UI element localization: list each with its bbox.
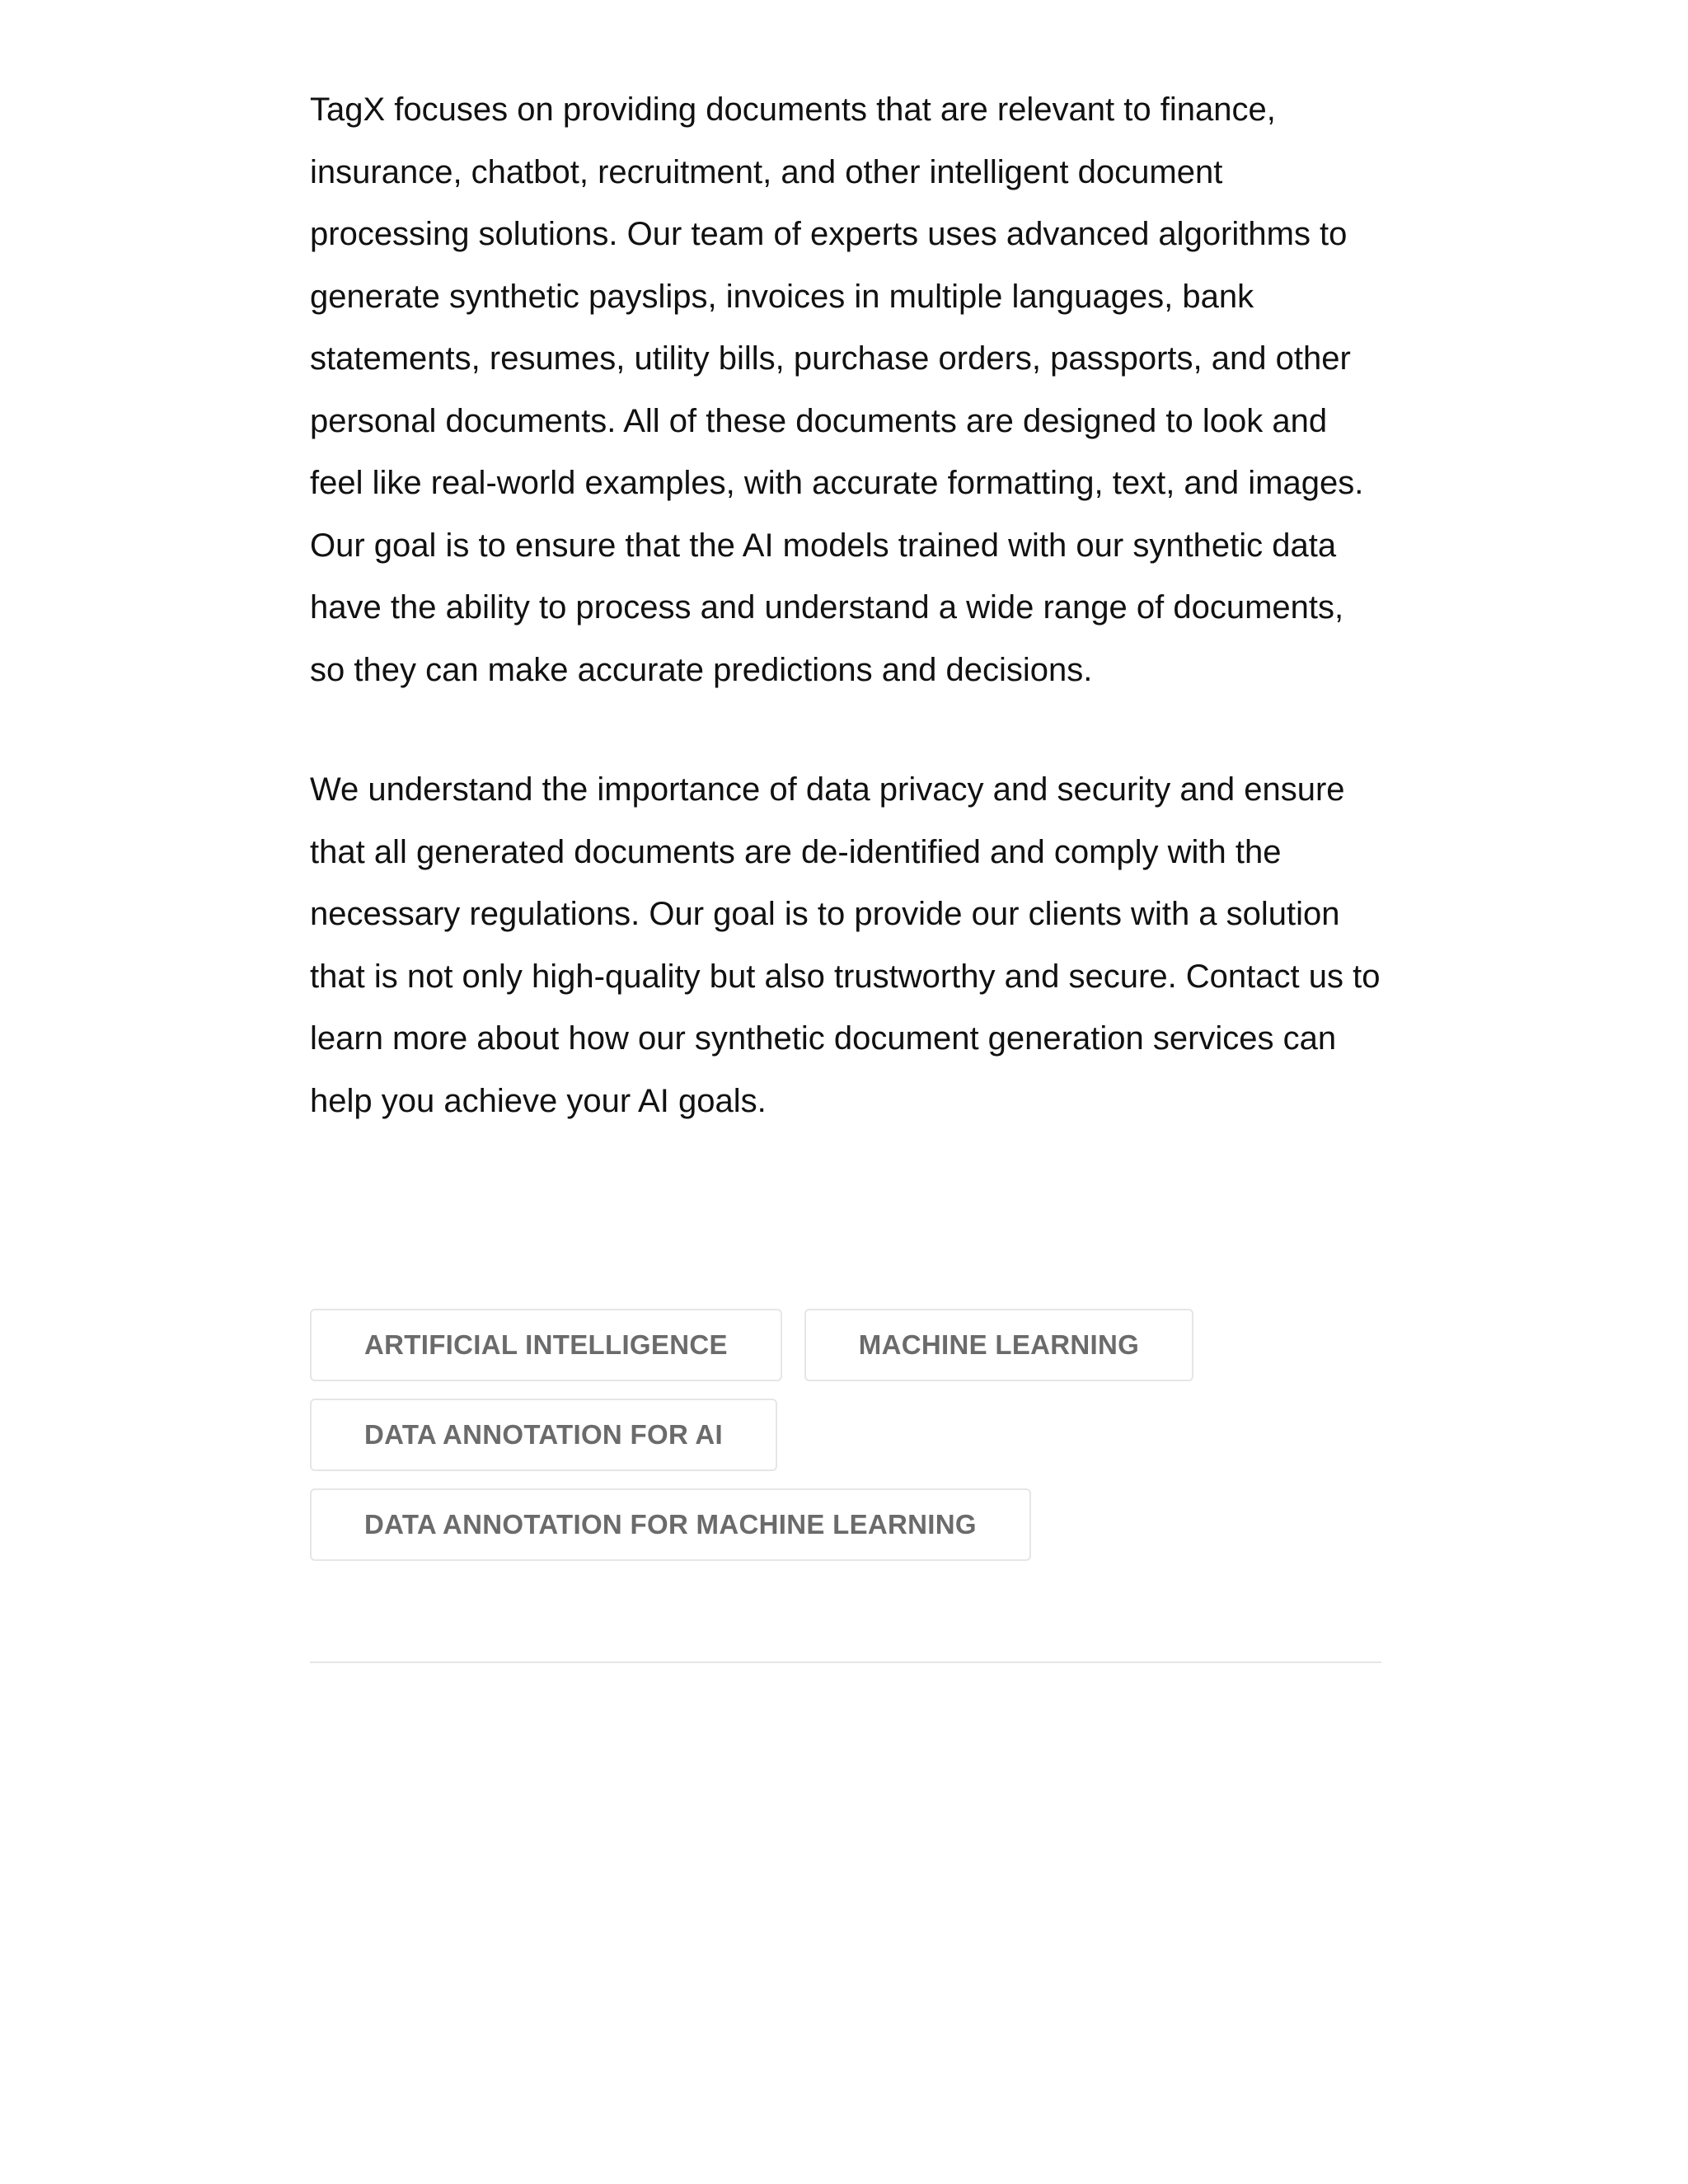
tag-machine-learning[interactable]: MACHINE LEARNING [804, 1309, 1193, 1381]
section-divider [310, 1661, 1381, 1663]
article-body [310, 79, 1381, 1132]
tag-list [310, 1309, 1381, 1578]
tag-row [310, 1399, 1381, 1471]
tag-data-annotation-for-ai[interactable]: DATA ANNOTATION FOR AI [310, 1399, 777, 1471]
tag-row [310, 1309, 1381, 1381]
tag-data-annotation-for-machine-learning[interactable]: DATA ANNOTATION FOR MACHINE LEARNING [310, 1488, 1031, 1561]
article-paragraph: TagX focuses on providing documents that are relevant to finance, insurance, chatbot, recruitment, and other intelligent document processing solutions. Our team of experts uses advanced algorithms to generate synthetic payslips, invoices in multiple languages, bank statements, resumes, utility bills, purchase orders, passports, and other personal documents. All of these documents are designed to look and feel like real-world examples, with accurate formatting, text, and images. Our goal is to ensure that the AI models trained with our synthetic data have the ability to process and understand a wide range of documents, so they can make accurate predictions and decisions. [310, 91, 1364, 688]
tag-artificial-intelligence[interactable]: ARTIFICIAL INTELLIGENCE [310, 1309, 782, 1381]
tag-row [310, 1488, 1381, 1561]
article-paragraph: We understand the importance of data privacy and security and ensure that all generated documents are de-identified and comply with the necessary regulations. Our goal is to provide our clients with a solution that is not only high-quality but also trustworthy and secure. Contact us to learn more about how our synthetic document generation services can help you achieve your AI goals. [310, 771, 1381, 1119]
